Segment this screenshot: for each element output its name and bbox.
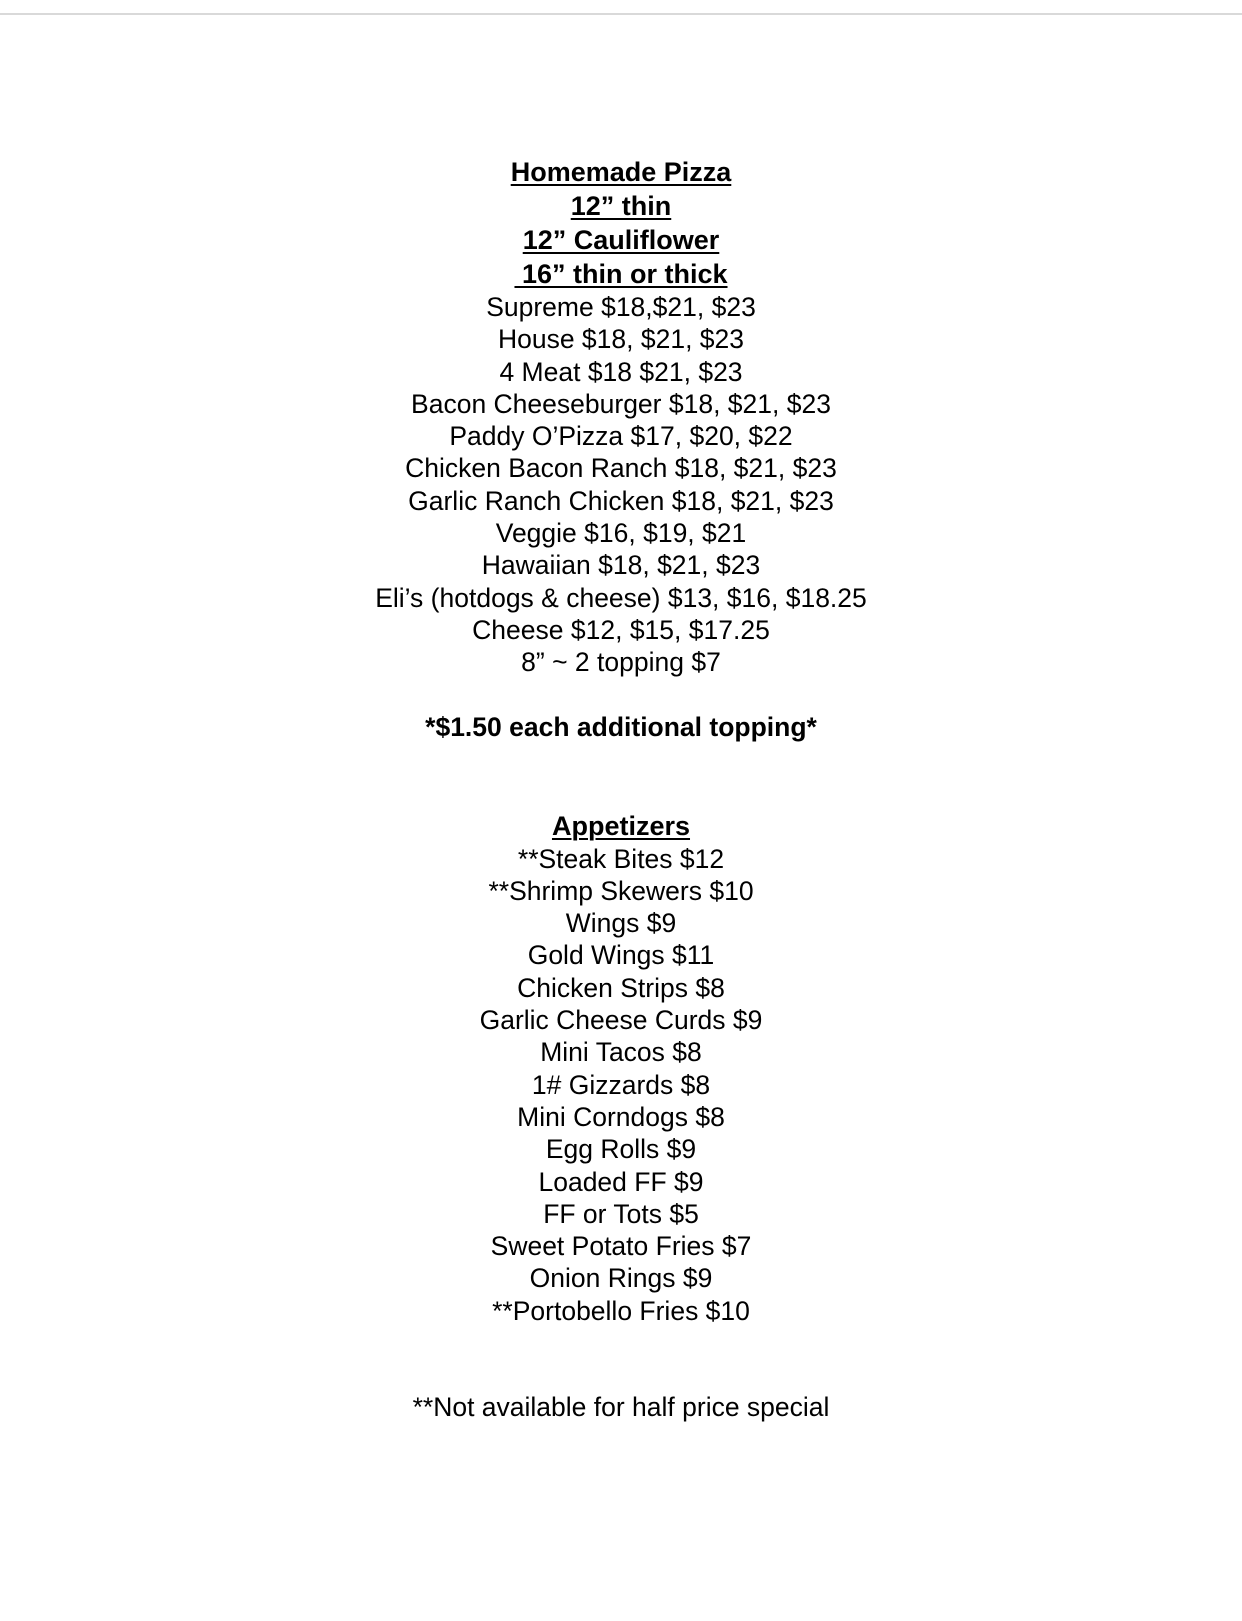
- appetizer-item: **Steak Bites $12: [517, 843, 725, 874]
- pizza-item: Veggie $16, $19, $21: [495, 518, 747, 549]
- appetizer-item: Chicken Strips $8: [517, 972, 725, 1003]
- appetizers-heading: Appetizers: [551, 810, 691, 841]
- appetizers-section: [0, 809, 1242, 1327]
- pizza-size-12-cauliflower: 12” Cauliflower: [522, 225, 720, 255]
- pizza-item: 4 Meat $18 $21, $23: [499, 356, 743, 387]
- menu-document: [0, 155, 1242, 1423]
- additional-topping-note: *$1.50 each additional topping*: [425, 711, 817, 742]
- pizza-item: Chicken Bacon Ranch $18, $21, $23: [405, 453, 837, 484]
- appetizer-item: Garlic Cheese Curds $9: [479, 1005, 763, 1036]
- pizza-item: Cheese $12, $15, $17.25: [472, 614, 770, 645]
- appetizer-item: Gold Wings $11: [527, 940, 715, 971]
- pizza-size-16-thin-or-thick: 16” thin or thick: [514, 259, 728, 289]
- appetizer-item: FF or Tots $5: [543, 1198, 699, 1229]
- appetizer-item: Mini Tacos $8: [540, 1037, 702, 1068]
- pizza-heading: Homemade Pizza: [510, 157, 732, 187]
- pizza-item: Supreme $18,$21, $23: [486, 292, 756, 322]
- appetizer-item: **Portobello Fries $10: [492, 1295, 750, 1326]
- appetizer-item: Egg Rolls $9: [545, 1134, 697, 1165]
- pizza-item: Paddy O’Pizza $17, $20, $22: [449, 421, 793, 452]
- half-price-footnote: **Not available for half price special: [412, 1392, 830, 1423]
- appetizer-item: Wings $9: [565, 908, 677, 939]
- pizza-item: House $18, $21, $23: [497, 324, 745, 355]
- pizza-size-12-thin: 12” thin: [570, 191, 672, 221]
- pizza-item: Bacon Cheeseburger $18, $21, $23: [411, 388, 831, 419]
- top-divider: [0, 13, 1242, 15]
- pizza-item: Eli’s (hotdogs & cheese) $13, $16, $18.25: [375, 582, 867, 613]
- appetizer-item: 1# Gizzards $8: [531, 1069, 711, 1100]
- section-spacer: [0, 743, 1242, 809]
- appetizer-item: Onion Rings $9: [529, 1263, 713, 1294]
- pizza-item: 8” ~ 2 topping $7: [521, 647, 721, 678]
- appetizer-item: Mini Corndogs $8: [517, 1101, 725, 1132]
- pizza-item: Hawaiian $18, $21, $23: [481, 550, 761, 581]
- appetizer-item: Loaded FF $9: [538, 1166, 704, 1197]
- appetizer-item: **Shrimp Skewers $10: [488, 875, 754, 906]
- pizza-item: Garlic Ranch Chicken $18, $21, $23: [408, 485, 834, 516]
- pizza-section: [0, 155, 1242, 743]
- appetizer-item: Sweet Potato Fries $7: [490, 1231, 752, 1262]
